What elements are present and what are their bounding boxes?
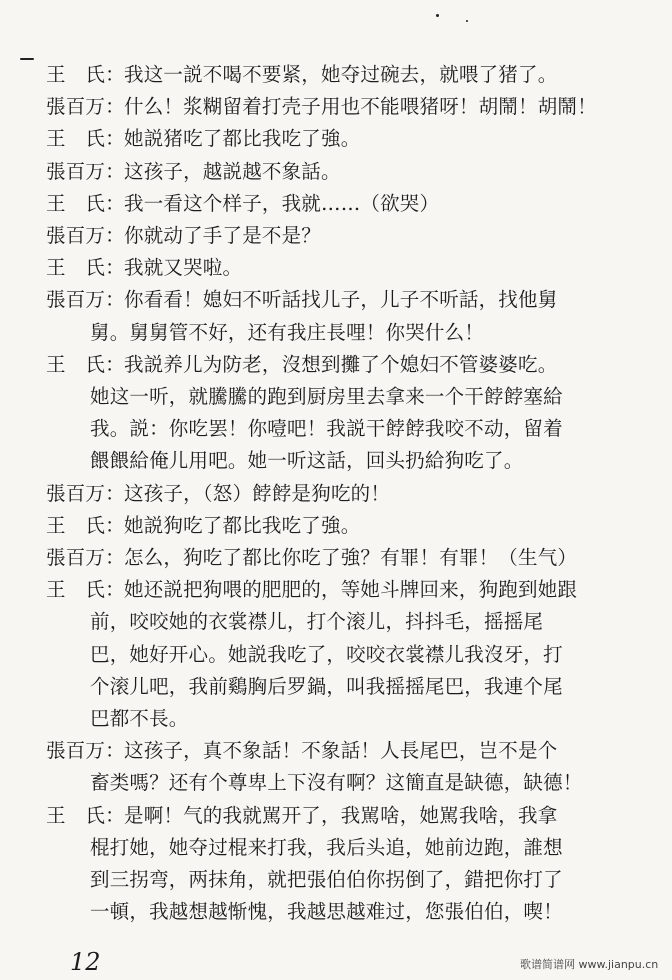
dialogue-continuation: [90, 867, 626, 893]
speaker-label: 王 氏：: [46, 63, 125, 86]
dialogue-text: 到三拐弯，两抹角，就把張伯伯你拐倒了，錯把你打了: [90, 868, 563, 891]
dialogue-line: [46, 126, 626, 152]
speaker-label: 張百万：: [46, 159, 125, 183]
speaker-label: 王 氏：: [46, 191, 125, 215]
speaker-label: 王 氏：: [46, 352, 125, 376]
dialogue-text: 我一看这个样子，我就……（欲哭）: [124, 191, 440, 215]
dialogue-line: [46, 159, 626, 185]
dialogue-text: 怎么，狗吃了都比你吃了強？有罪！有罪！（生气）: [124, 546, 578, 569]
dialogue-line: [46, 577, 626, 603]
dialogue-continuation: [90, 706, 626, 732]
dialogue-text: 我就又哭啦。: [124, 256, 243, 280]
dialogue-text: 她这一听，就騰騰的跑到厨房里去拿来一个干餑餑塞給: [90, 385, 563, 408]
dialogue-text: 餵餵給俺儿用吧。她一听这話，回头扔給狗吃了。: [90, 449, 524, 473]
dialogue-text: 是啊！气的我就駡开了，我駡啥，她駡我啥，我拿: [124, 803, 558, 827]
dialogue-line: [46, 287, 626, 313]
speaker-label: 張百万：: [46, 288, 125, 312]
watermark: 歌谱简谱网 www.jianpu.cn: [520, 958, 659, 971]
ink-speck: [466, 20, 468, 22]
speaker-label: 張百万：: [46, 739, 125, 763]
speaker-label: 王 氏：: [46, 513, 125, 537]
dialogue-line: [46, 481, 626, 507]
dialogue-line: [46, 803, 626, 829]
dialogue-continuation: [90, 642, 626, 668]
dialogue-text: 什么！浆糊留着打壳子用也不能喂猪呀！胡鬧！胡鬧！: [124, 95, 597, 119]
dialogue-text: 一頓，我越想越惭愧，我越思越难过，您張伯伯，喫！: [90, 900, 563, 924]
dialogue-line: [46, 223, 626, 249]
speaker-label: 王 氏：: [46, 127, 125, 151]
dialogue-text: 前，咬咬她的衣裳襟儿，打个滚儿，抖抖毛，摇摇尾: [90, 610, 544, 634]
dialogue-text: 巴都不長。: [90, 707, 189, 730]
dialogue-text: 她説猪吃了都比我吃了強。: [124, 127, 361, 151]
speaker-label: 張百万：: [46, 546, 125, 569]
dialogue-continuation: [90, 674, 626, 700]
dialogue-continuation: [90, 416, 626, 442]
dialogue-line: [46, 738, 626, 764]
dialogue-text: 畜类嗎？还有个尊卑上下沒有啊？这簡直是缺德，缺德！: [90, 771, 583, 795]
dialogue-text: 你看看！媳妇不听話找儿子，儿子不听話，找他舅: [124, 288, 558, 312]
dialogue-text: 我。説：你吃罢！你噎吧！我説干餑餑我咬不动，留着: [90, 417, 563, 441]
dialogue-text: 这孩子，越説越不象話。: [124, 159, 341, 183]
dialogue-text: 她説狗吃了都比我吃了強。: [124, 513, 361, 537]
dialogue-line: [46, 255, 626, 281]
dialogue-text: 巴，她好开心。她説我吃了，咬咬衣裳襟儿我沒牙，打: [90, 642, 563, 666]
dialogue-line: [46, 62, 626, 88]
dialogue-continuation: [90, 770, 626, 796]
dialogue-continuation: [90, 448, 626, 474]
ink-speck: [20, 58, 34, 60]
dialogue-text: 棍打她，她夺过棍来打我，我后头追，她前边跑，誰想: [90, 835, 563, 859]
dialogue-text: 我説养儿为防老，沒想到攤了个媳妇不管婆婆吃。: [124, 352, 558, 376]
ink-speck: [436, 14, 439, 17]
dialogue-text: 我这一説不喝不要紧，她夺过碗去，就喂了猪了。: [124, 63, 558, 86]
dialogue-text: 舅。舅舅管不好，还有我庄長哩！你哭什么！: [90, 320, 485, 344]
dialogue-continuation: [90, 899, 626, 925]
speaker-label: 王 氏：: [46, 803, 125, 827]
speaker-label: 王 氏：: [46, 256, 125, 280]
dialogue-line: [46, 352, 626, 378]
dialogue-continuation: [90, 609, 626, 635]
dialogue-text: 这孩子，真不象話！不象話！人長尾巴，岂不是个: [124, 739, 558, 763]
dialogue-line: [46, 513, 626, 539]
dialogue-continuation: [90, 384, 626, 410]
dialogue-line: [46, 191, 626, 217]
dialogue-text: 你就动了手了是不是？: [124, 224, 322, 247]
dialogue-text: 个滚儿吧，我前鷄胸后罗鍋，叫我摇摇尾巴，我連个尾: [90, 674, 563, 698]
speaker-label: 張百万：: [46, 95, 125, 119]
speaker-label: 王 氏：: [46, 578, 125, 602]
dialogue-text: 她还説把狗喂的肥肥的，等她斗牌回来，狗跑到她跟: [124, 578, 578, 602]
dialogue-line: [46, 545, 626, 571]
dialogue-continuation: [90, 835, 626, 861]
dialogue-continuation: [90, 320, 626, 346]
speaker-label: 張百万：: [46, 481, 125, 505]
speaker-label: 張百万：: [46, 224, 125, 247]
dialogue-text: 这孩子，（怒）餑餑是狗吃的！: [124, 481, 391, 505]
page-number: 12: [70, 948, 101, 976]
dialogue-line: [46, 94, 626, 120]
